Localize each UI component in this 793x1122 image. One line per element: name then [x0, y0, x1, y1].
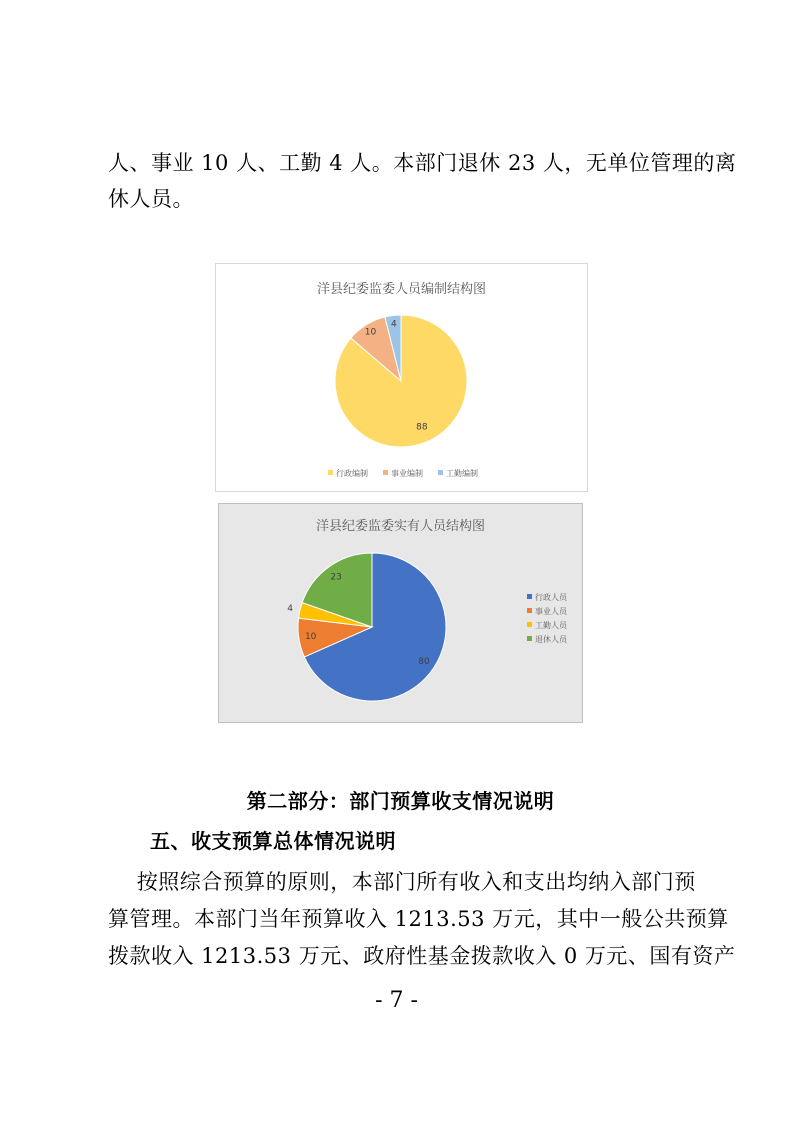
legend-label-1: 行政人员	[535, 593, 567, 602]
chart-title: 洋县纪委监委实有人员结构图	[315, 519, 485, 534]
sub-heading: 五、收支预算总体情况说明	[150, 829, 396, 853]
staffing-pie-svg	[216, 264, 587, 491]
body-text-line-2: 休人员。	[108, 187, 194, 211]
data-label-1: 80	[418, 656, 430, 667]
legend-label-1: 行政编制	[336, 469, 368, 478]
data-label-3: 4	[287, 603, 294, 614]
chart-title: 洋县纪委监委人员编制结构图	[316, 282, 486, 297]
data-label-2: 10	[364, 327, 377, 338]
legend-label-4: 退休人员	[535, 635, 567, 644]
paragraph-line-1: 按照综合预算的原则，本部门所有收入和支出均纳入部门预	[108, 870, 696, 894]
actual-staff-pie-svg	[219, 504, 582, 722]
paragraph-line-2: 算管理。本部门当年预算收入 1213.53 万元，其中一般公共预算	[108, 907, 729, 931]
body-text-line-1: 人、事业 10 人、工勤 4 人。本部门退休 23 人，无单位管理的离	[108, 151, 737, 175]
legend-swatch-2	[383, 470, 388, 475]
legend-label-3: 工勤编制	[446, 469, 478, 478]
data-label-4: 23	[330, 572, 342, 583]
legend-label-3: 工勤人员	[535, 621, 567, 630]
legend-swatch-3	[438, 470, 443, 475]
legend-swatch-4	[527, 636, 532, 641]
legend-label-2: 事业编制	[391, 469, 423, 478]
legend-swatch-2	[527, 608, 532, 613]
page-number: - 7 -	[375, 988, 418, 1013]
legend-swatch-1	[527, 594, 532, 599]
actual-staff-structure-chart	[218, 503, 583, 723]
legend-swatch-1	[328, 470, 333, 475]
data-label-2: 10	[304, 632, 317, 643]
legend-swatch-3	[527, 622, 532, 627]
data-label-1: 88	[416, 422, 428, 433]
part-heading: 第二部分：部门预算收支情况说明	[246, 789, 555, 813]
legend-label-2: 事业人员	[535, 607, 567, 616]
data-label-3: 4	[391, 319, 397, 330]
staffing-structure-chart	[215, 263, 588, 492]
paragraph-line-3: 拨款收入 1213.53 万元、政府性基金拨款收入 0 万元、国有资产	[108, 944, 736, 968]
